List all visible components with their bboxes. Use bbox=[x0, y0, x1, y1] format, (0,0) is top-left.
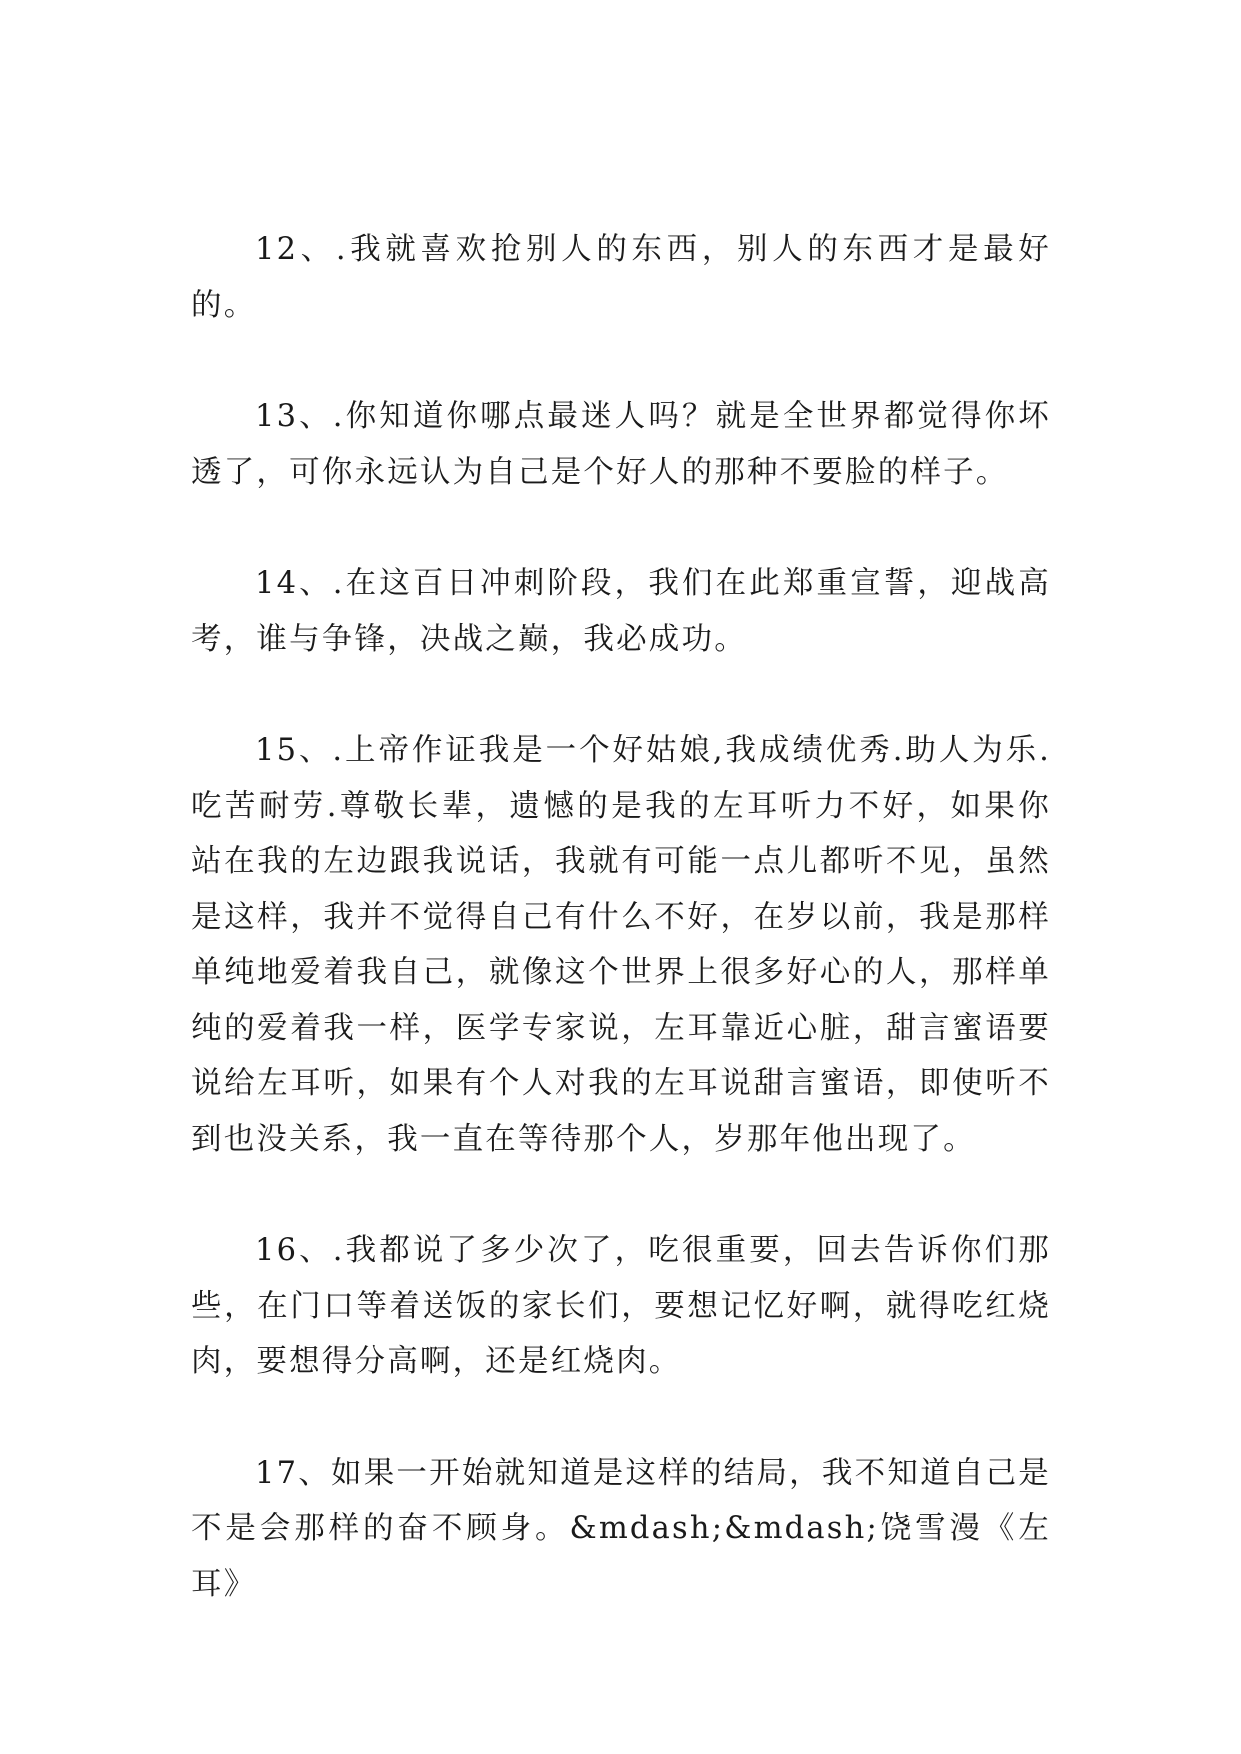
paragraph-12: 12、.我就喜欢抢别人的东西，别人的东西才是最好的。 bbox=[191, 232, 1051, 323]
paragraph-15: 15、.上帝作证我是一个好姑娘,我成绩优秀.助人为乐.吃苦耐劳.尊敬长辈，遗憾的是我的左耳听力不好，如果你站在我的左边跟我说话，我就有可能一点儿都听不见，虽然是这样，我并不觉得自己有什么不好，在岁以前，我是那样单纯地爱着我自己，就像这个世界上很多好心的人，那样单纯的爱着我一样，医学专家说，左耳靠近心脏，甜言蜜语要说给左耳听，如果有个人对我的左耳说甜言蜜语，即使听不到也没关系，我一直在等待那个人，岁那年他出现了。 bbox=[191, 733, 1051, 1157]
paragraph-14: 14、.在这百日冲刺阶段，我们在此郑重宣誓，迎战高考，谁与争锋，决战之巅，我必成功。 bbox=[191, 566, 1051, 657]
paragraph-17: 17、如果一开始就知道是这样的结局，我不知道自己是不是会那样的奋不顾身。&mdash;&mdash;饶雪漫《左耳》 bbox=[191, 1455, 1051, 1602]
paragraph-16: 16、.我都说了多少次了，吃很重要，回去告诉你们那些，在门口等着送饭的家长们，要想记忆好啊，就得吃红烧肉，要想得分高啊，还是红烧肉。 bbox=[191, 1233, 1051, 1379]
document-body bbox=[191, 222, 1051, 1668]
paragraph-13: 13、.你知道你哪点最迷人吗？就是全世界都觉得你坏透了，可你永远认为自己是个好人的那种不要脸的样子。 bbox=[191, 399, 1051, 490]
